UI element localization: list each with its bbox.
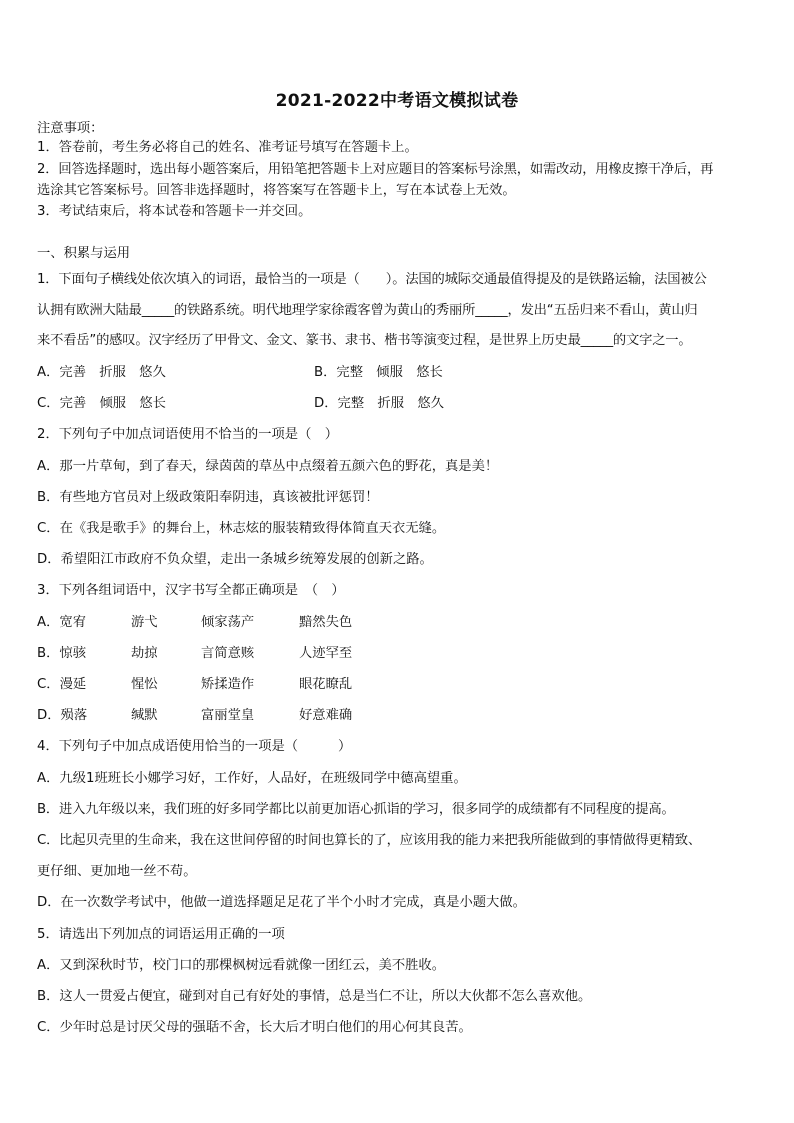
notice-heading: 注意事项： [37, 121, 104, 136]
q3-option-d: D．殒落 [37, 708, 88, 723]
q4-option-d: D．在一次数学考试中，他做一道选择题足足花了半个小时才完成，真是小题大做。 [37, 895, 526, 910]
q3-word: 眼花瞭乱 [299, 677, 353, 692]
q1-option-a: A．完善 折服 悠久 [37, 365, 166, 380]
q5-option-a: A．又到深秋时节，校门口的那棵枫树远看就像一团红云，美不胜收。 [37, 958, 446, 973]
q1-stem-line: 1．下面句子横线处依次填入的词语，最恰当的一项是（ ）。法国的城际交通最值得提及的是铁路运输，法国被公 [37, 272, 707, 287]
q2-option-a: A．那一片草甸，到了春天，绿茵茵的草丛中点缀着五颜六色的野花，真是美！ [37, 459, 499, 474]
q3-option-a: A．宽宥 [37, 615, 86, 630]
notice-line: 1．答卷前，考生务必将自己的姓名、准考证号填写在答题卡上。 [37, 140, 418, 155]
q4-option-a: A．九级1班班长小娜学习好，工作好，人品好，在班级同学中德高望重。 [37, 771, 467, 786]
q4-option-c: C．比起贝壳里的生命来，我在这世间停留的时间也算长的了，应该用我的能力来把我所能做到的事情做得更精致、 [37, 833, 701, 848]
q2-option-c: C．在《我是歌手》的舞台上，林志炫的服装精致得体简直天衣无缝。 [37, 521, 446, 536]
q2-option-b: B．有些地方官员对上级政策阳奉阴违，真该被批评惩罚！ [37, 490, 379, 505]
q3-stem: 3．下列各组词语中，汉字书写全都正确项是 （ ） [37, 583, 345, 598]
q3-option-b: B．惊骇 [37, 646, 87, 661]
notice-line: 3．考试结束后，将本试卷和答题卡一并交回。 [37, 204, 312, 219]
q2-option-d: D．希望阳江市政府不负众望，走出一条城乡统筹发展的创新之路。 [37, 552, 433, 567]
q3-word: 人迹罕至 [299, 646, 353, 661]
q4-option-c-cont: 更仔细、更加地一丝不苟。 [37, 864, 197, 879]
q4-option-b: B．进入九年级以来，我们班的好多同学都比以前更加语心抓诣的学习，很多同学的成绩都有不同程度的提高。 [37, 802, 675, 817]
q1-stem-line: 来不看岳”的感叹。汉字经历了甲骨文、金文、篆书、隶书、楷书等演变过程，是世界上历史最_____的文字之一。 [37, 333, 692, 348]
q3-word: 矫揉造作 [201, 677, 255, 692]
q5-stem: 5．请选出下列加点的词语运用正确的一项 [37, 927, 285, 942]
notice-line: 选涂其它答案标号。回答非选择题时，将答案写在答题卡上，写在本试卷上无效。 [37, 183, 516, 198]
q5-option-b: B．这人一贯爱占便宜，碰到对自己有好处的事情，总是当仁不让，所以大伙都不怎么喜欢他。 [37, 989, 592, 1004]
q3-word: 黯然失色 [299, 615, 353, 630]
q3-word: 言简意赅 [201, 646, 255, 661]
section-heading: 一、积累与运用 [37, 246, 131, 261]
notice-line: 2．回答选择题时，选出每小题答案后，用铅笔把答题卡上对应题目的答案标号涂黑，如需改动，用橡皮擦干净后，再 [37, 162, 714, 177]
q3-word: 倾家荡产 [201, 615, 255, 630]
q3-word: 好意难确 [299, 708, 353, 723]
q3-word: 缄默 [131, 708, 158, 723]
q1-option-b: B．完整 倾服 悠长 [314, 365, 443, 380]
q4-stem: 4．下列句子中加点成语使用恰当的一项是（ ） [37, 739, 352, 754]
q3-option-c: C．漫延 [37, 677, 87, 692]
q1-option-c: C．完善 倾服 悠长 [37, 396, 166, 411]
q3-word: 惺忪 [131, 677, 158, 692]
q1-stem-line: 认拥有欧洲大陆最_____的铁路系统。明代地理学家徐霞客曾为黄山的秀丽所_____，发出“五岳归来不看山，黄山归 [37, 303, 698, 318]
q1-option-d: D．完整 折服 悠久 [314, 396, 444, 411]
q2-stem: 2．下列句子中加点词语使用不恰当的一项是（ ） [37, 427, 338, 442]
page-title: 2021-2022中考语文模拟试卷 [275, 91, 519, 111]
q3-word: 劫掠 [131, 646, 158, 661]
q5-option-c: C．少年时总是讨厌父母的强聒不舍，长大后才明白他们的用心何其良苦。 [37, 1020, 472, 1035]
q3-word: 游弋 [131, 615, 158, 630]
q3-word: 富丽堂皇 [201, 708, 255, 723]
